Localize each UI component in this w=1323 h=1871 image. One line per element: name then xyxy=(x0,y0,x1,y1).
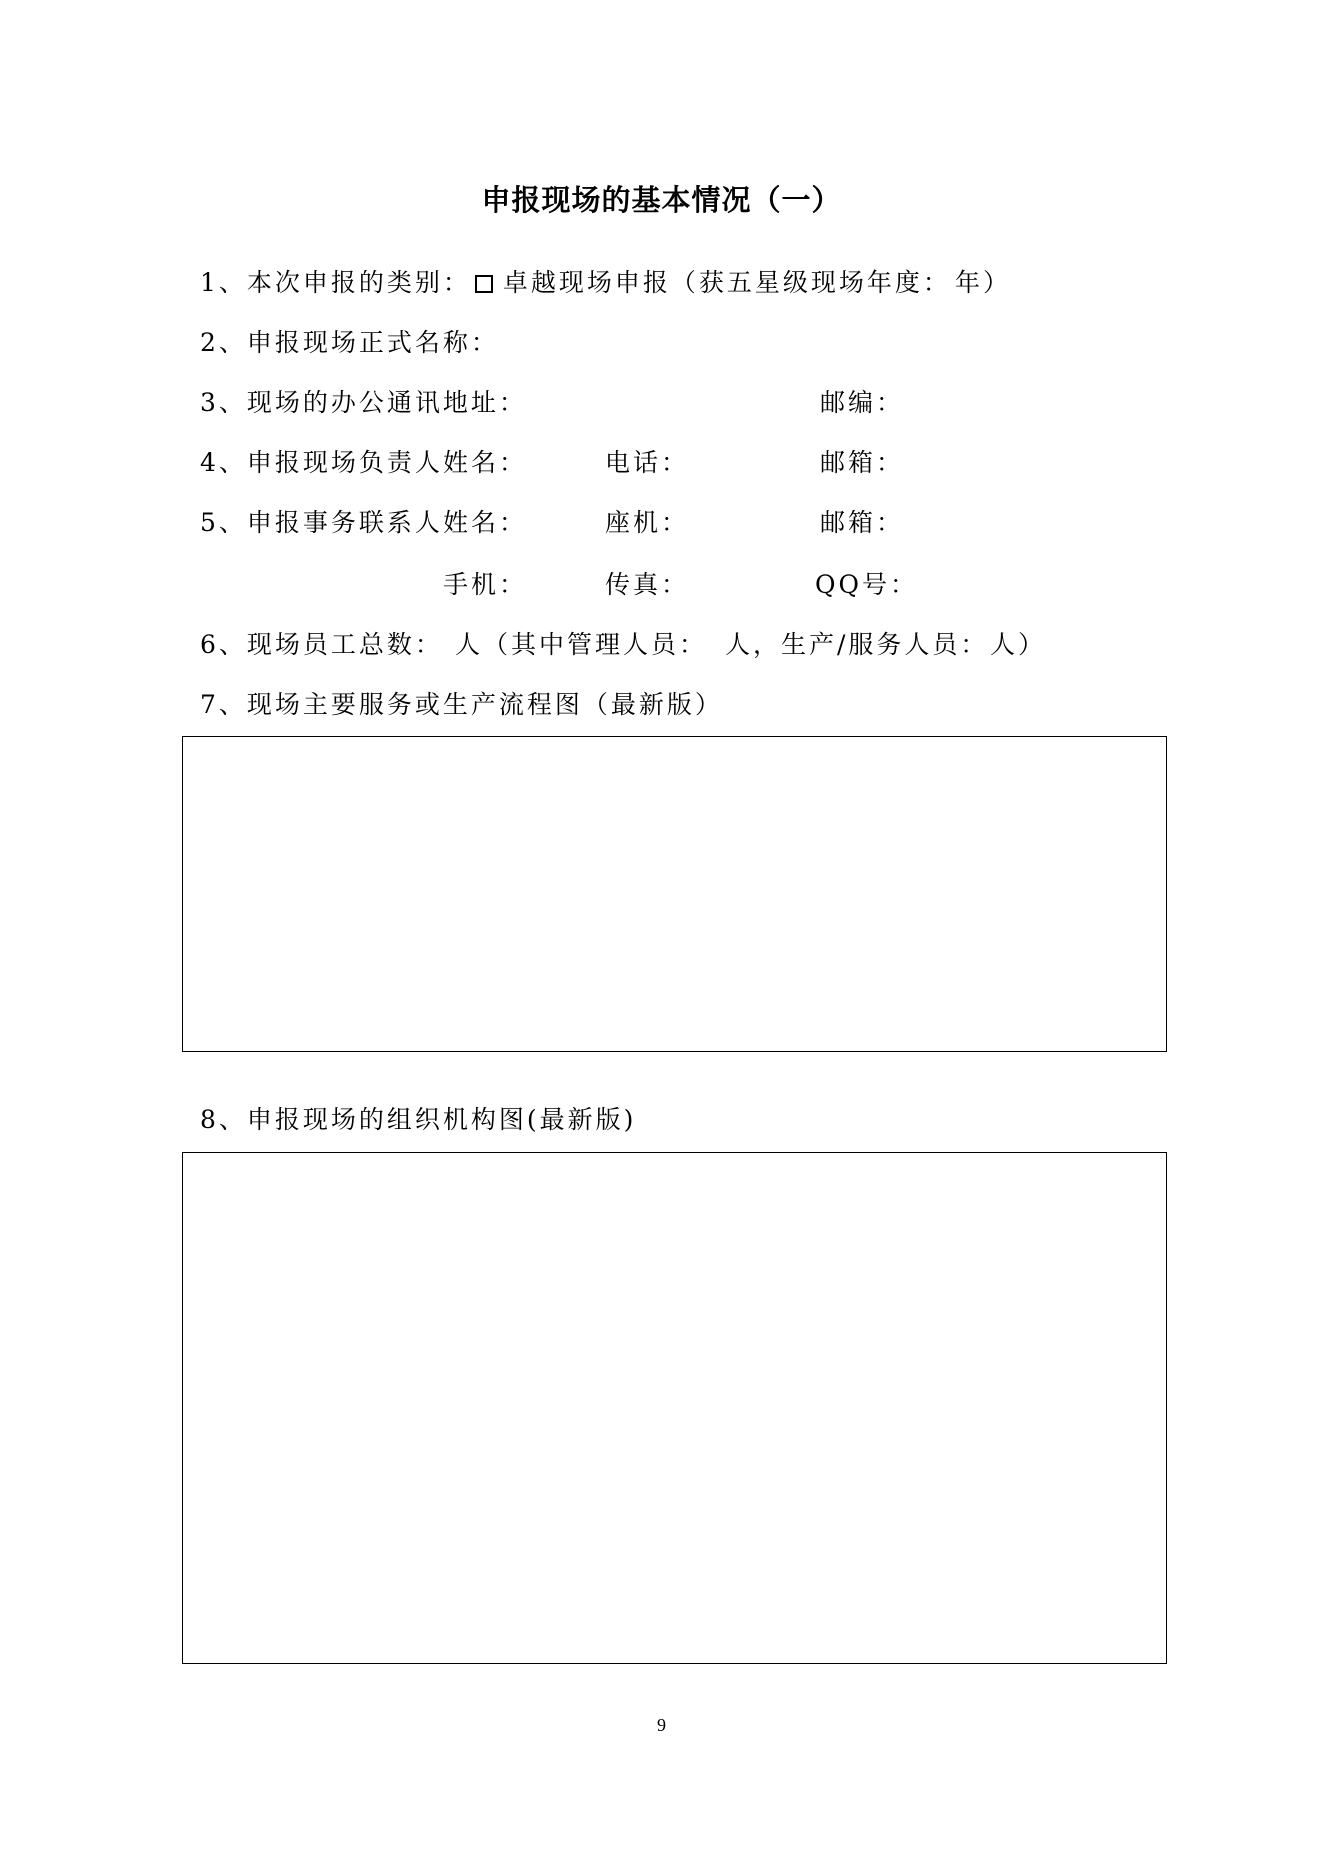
item6-part3: 人） xyxy=(990,630,1047,659)
item1-option: 卓越现场申报（获五星级现场年度： xyxy=(502,268,951,297)
item5-mobile-label: 手机： xyxy=(443,570,528,599)
item6-part1: 人（其中管理人员： xyxy=(455,630,708,659)
page-title: 申报现场的基本情况（一） xyxy=(481,183,842,217)
item3-label: 3、现场的办公通讯地址： xyxy=(200,388,527,417)
org-chart-box[interactable] xyxy=(182,1152,1167,1664)
item6-label: 6、现场员工总数： xyxy=(200,630,443,659)
item5-landline-label: 座机： xyxy=(605,508,690,537)
item1-year-suffix: 年） xyxy=(955,268,1012,297)
page-number: 9 xyxy=(657,1715,666,1735)
item4-label: 4、申报现场负责人 xyxy=(200,448,443,477)
flowchart-box[interactable] xyxy=(182,736,1167,1052)
checkbox-icon[interactable] xyxy=(475,275,493,293)
item5-qq-label: QQ号： xyxy=(815,570,918,599)
item4-phone-label: 电话： xyxy=(605,448,690,477)
item5-label: 5、申报事务联系人 xyxy=(200,508,443,537)
item1-label: 1、本次申报的类别： xyxy=(200,268,471,297)
item2-label: 2、申报现场正式名称： xyxy=(200,328,499,357)
item4-name-label: 姓名： xyxy=(443,448,528,477)
item8-label: 8、申报现场的组织机构图(最新版) xyxy=(200,1105,637,1134)
item4-email-label: 邮箱： xyxy=(820,448,905,477)
postcode-label: 邮编： xyxy=(820,388,905,417)
item5-email-label: 邮箱： xyxy=(820,508,905,537)
item1-line xyxy=(200,268,951,298)
item7-label: 7、现场主要服务或生产流程图（最新版） xyxy=(200,690,723,719)
item5-name-label: 姓名： xyxy=(443,508,528,537)
item5-fax-label: 传真： xyxy=(605,570,690,599)
item6-part2: 人，生产/服务人员： xyxy=(725,630,989,659)
